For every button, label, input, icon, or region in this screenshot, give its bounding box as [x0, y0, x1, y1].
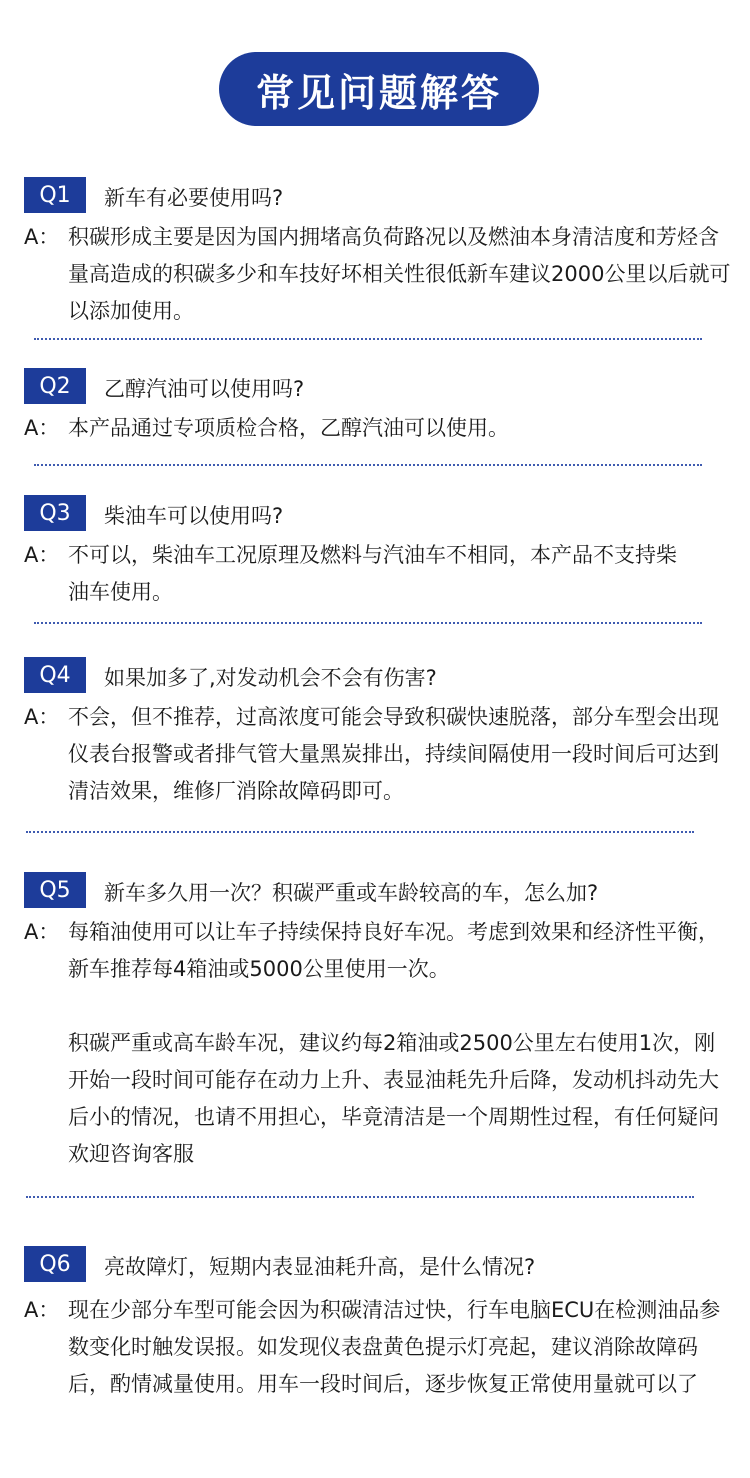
answer-paragraph: 不会，但不推荐，过高浓度可能会导致积碳快速脱落，部分车型会出现仪表台报警或者排气管大量黑炭排出，持续间隔使用一段时间后可达到清洁效果，维修厂消除故障码即可。 — [68, 705, 719, 803]
question-badge: Q1 — [24, 177, 86, 213]
question-row — [0, 657, 750, 695]
answer-row — [0, 914, 750, 1173]
answer-label: A： — [24, 1298, 60, 1322]
answer-paragraph: 本产品通过专项质检合格，乙醇汽油可以使用。 — [68, 416, 509, 440]
answer-row — [0, 219, 750, 330]
question-row — [0, 495, 750, 533]
question-row — [0, 1246, 750, 1284]
question-badge: Q6 — [24, 1246, 86, 1282]
question-badge: Q4 — [24, 657, 86, 693]
page-title: 常见问题解答 — [219, 52, 539, 126]
faq-item-6 — [0, 1246, 750, 1403]
question-text: 新车多久用一次？积碳严重或车龄较高的车，怎么加? — [104, 881, 599, 905]
question-text: 亮故障灯，短期内表显油耗升高，是什么情况? — [104, 1255, 536, 1279]
question-badge: Q2 — [24, 368, 86, 404]
divider — [34, 622, 702, 624]
question-badge: Q3 — [24, 495, 86, 531]
answer-text — [68, 219, 732, 330]
faq-item-4 — [0, 657, 750, 810]
question-badge: Q5 — [24, 872, 86, 908]
answer-label: A： — [24, 543, 60, 567]
question-text: 乙醇汽油可以使用吗? — [104, 377, 305, 401]
divider — [26, 1196, 694, 1198]
answer-text — [68, 1292, 732, 1403]
question-text: 如果加多了,对发动机会不会有伤害? — [104, 666, 437, 690]
answer-paragraph: 积碳严重或高车龄车况，建议约每2箱油或2500公里左右使用1次，刚开始一段时间可能存在动力上升、表显油耗先升后降，发动机抖动先大后小的情况，也请不用担心，毕竟清洁是一个周期性过程，有任何疑问欢迎咨询客服 — [68, 1031, 719, 1166]
faq-item-1 — [0, 177, 750, 330]
answer-text — [68, 537, 690, 611]
answer-label: A： — [24, 416, 60, 440]
answer-paragraph: 积碳形成主要是因为国内拥堵高负荷路况以及燃油本身清洁度和芳烃含量高造成的积碳多少和车技好坏相关性很低新车建议2000公里以后就可以添加使用。 — [68, 225, 731, 323]
question-text: 新车有必要使用吗? — [104, 186, 284, 210]
faq-item-5 — [0, 872, 750, 1173]
answer-text — [68, 914, 732, 1173]
question-row — [0, 368, 750, 406]
answer-paragraph: 不可以，柴油车工况原理及燃料与汽油车不相同，本产品不支持柴油车使用。 — [68, 543, 677, 604]
answer-text — [68, 699, 732, 810]
answer-paragraph: 现在少部分车型可能会因为积碳清洁过快，行车电脑ECU在检测油品参数变化时触发误报。如发现仪表盘黄色提示灯亮起，建议消除故障码后，酌情减量使用。用车一段时间后，逐步恢复正常使用量就可以了 — [68, 1298, 721, 1396]
answer-row — [0, 1292, 750, 1403]
divider — [34, 464, 702, 466]
faq-item-3 — [0, 495, 750, 611]
answer-row — [0, 537, 750, 611]
answer-label: A： — [24, 920, 60, 944]
answer-row — [0, 410, 750, 447]
question-row — [0, 872, 750, 910]
answer-paragraph: 每箱油使用可以让车子持续保持良好车况。考虑到效果和经济性平衡，新车推荐每4箱油或5000公里使用一次。 — [68, 920, 719, 981]
answer-row — [0, 699, 750, 810]
question-row — [0, 177, 750, 215]
question-text: 柴油车可以使用吗? — [104, 504, 284, 528]
answer-label: A： — [24, 705, 60, 729]
faq-item-2 — [0, 368, 750, 447]
answer-label: A： — [24, 225, 60, 249]
answer-text — [68, 410, 732, 447]
divider — [26, 831, 694, 833]
divider — [34, 338, 702, 340]
